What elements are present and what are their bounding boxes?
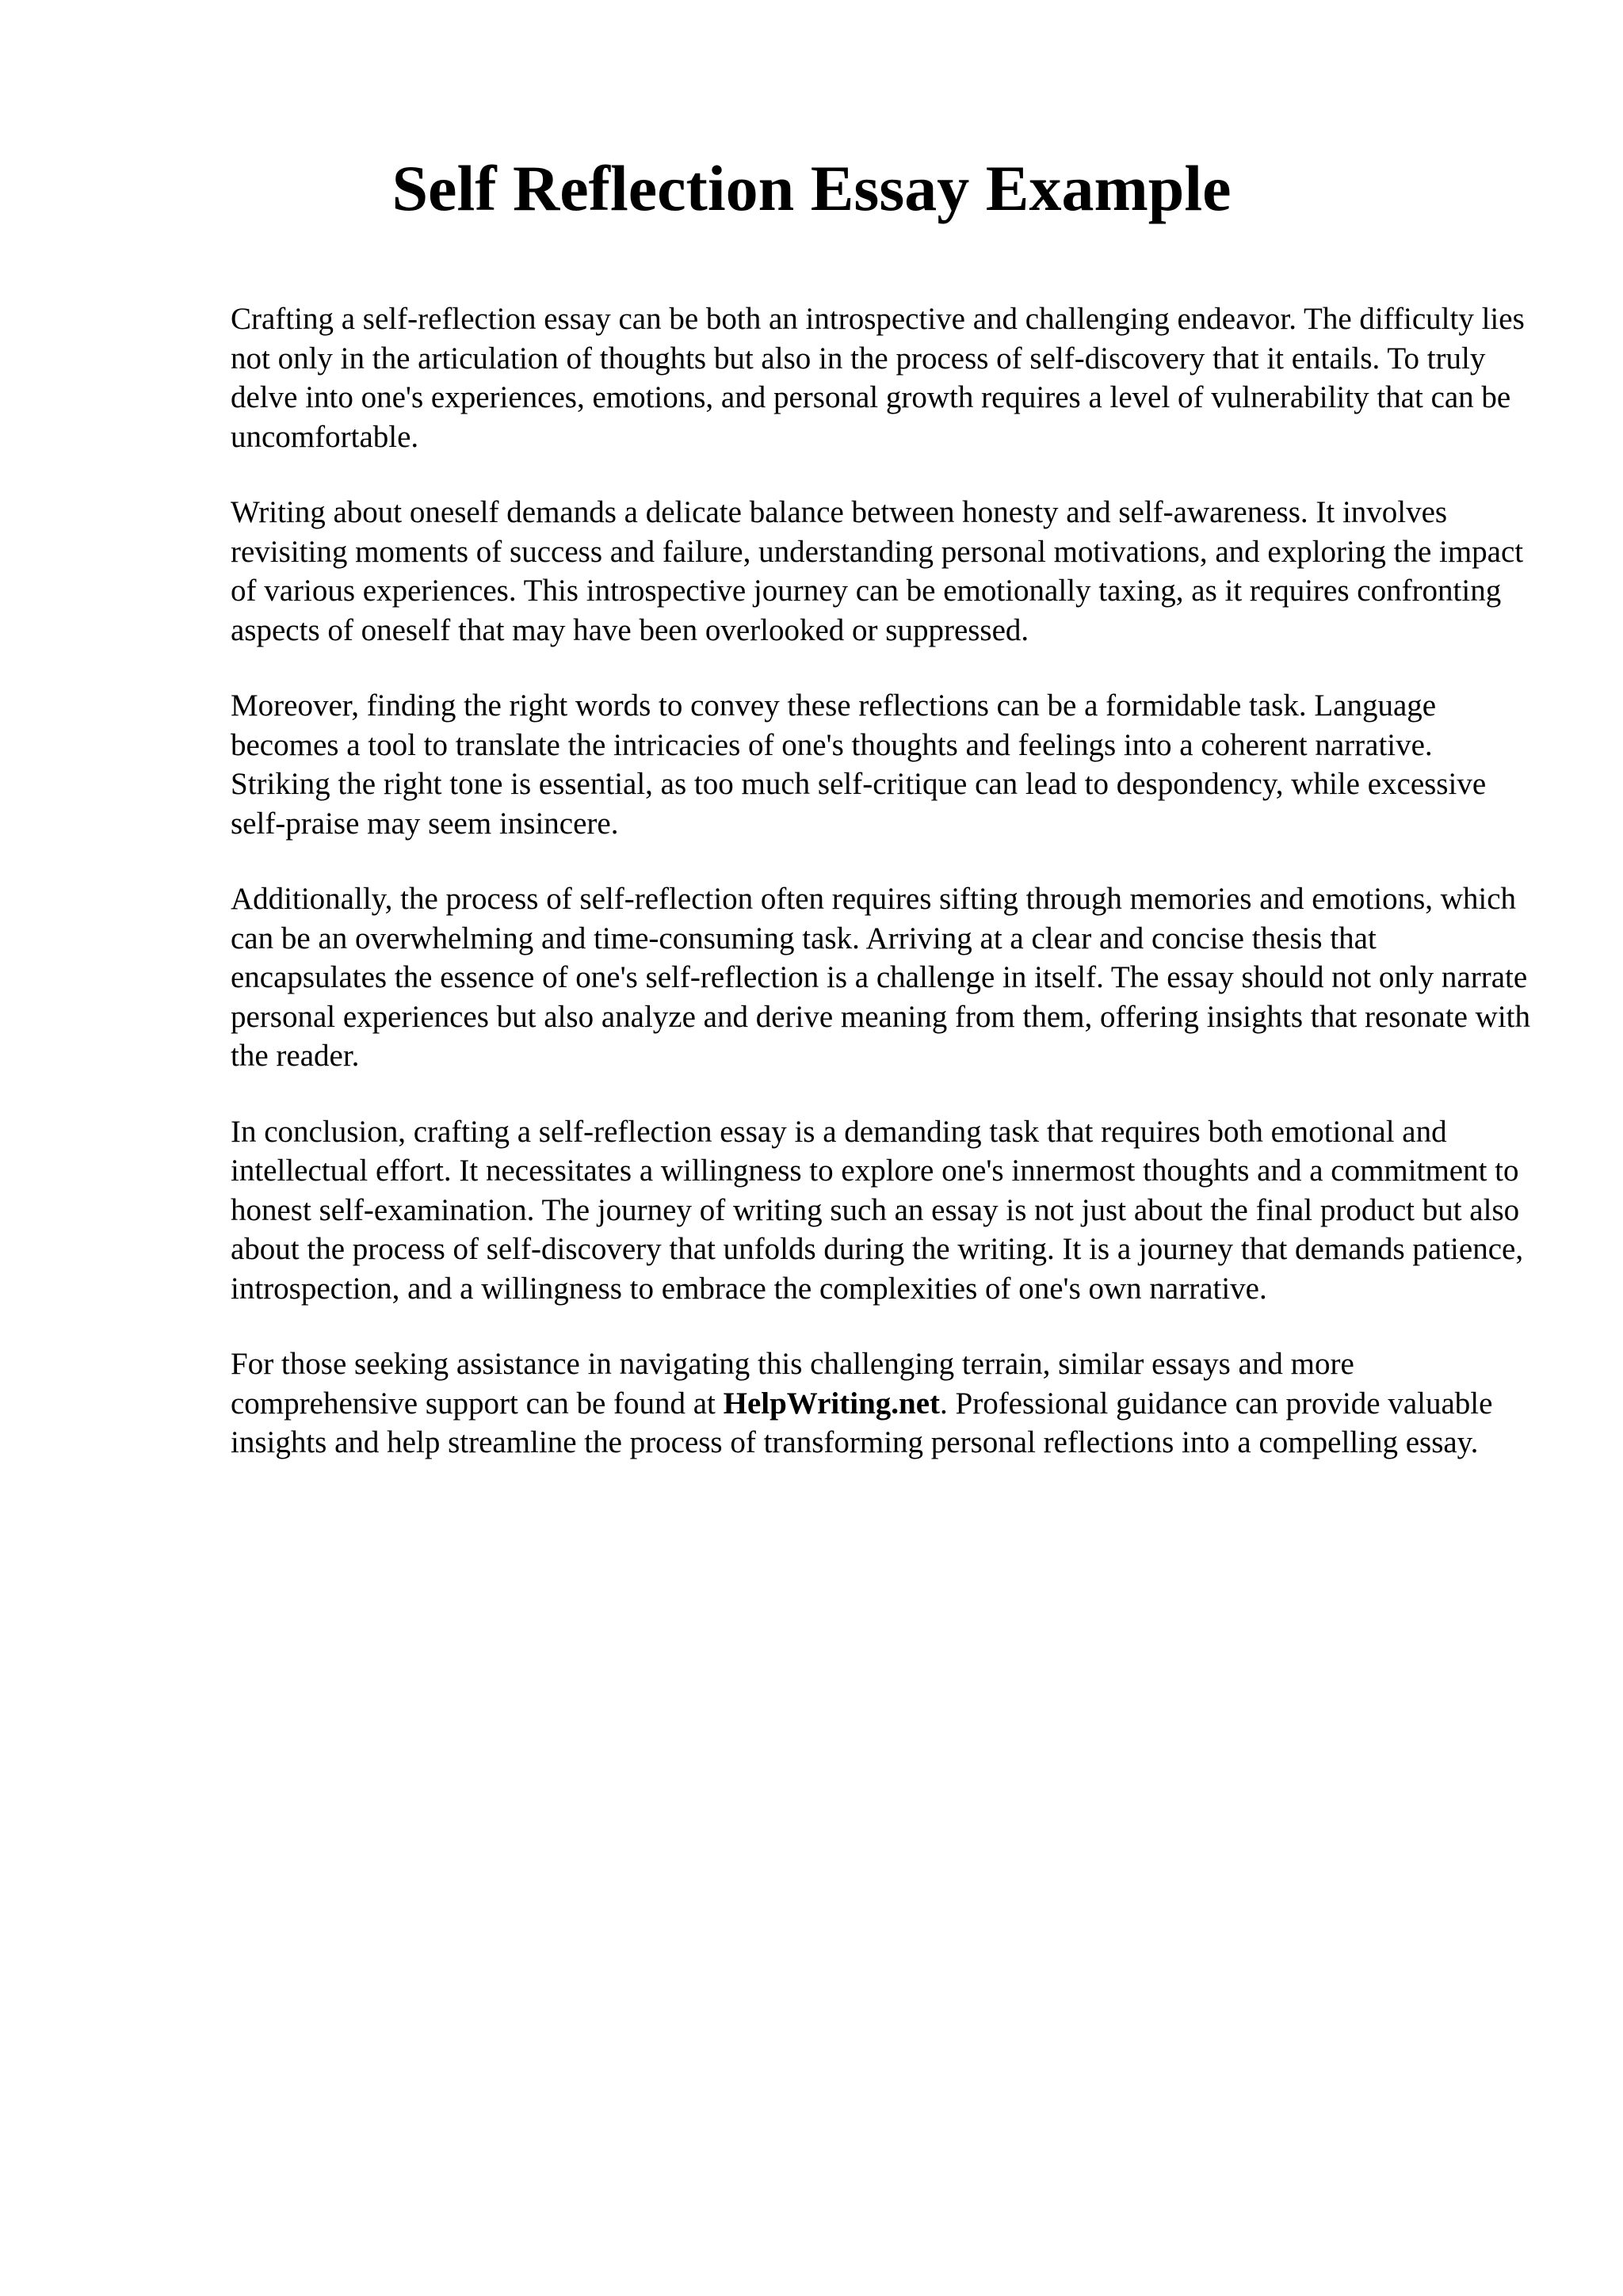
paragraph-6-text-after: . Professional guidance can provide valuable insights and help streamline the process of transforming personal reflections into a compelling essay. xyxy=(231,1386,1493,1459)
paragraph-3: Moreover, finding the right words to convey these reflections can be a formidable task. Language becomes a tool to translate the intricacies of one's thoughts and feelings into a coherent narrative. Striking the right tone is essential, as too much self-critique can lead to despondency, while excessive self-praise may seem insincere. xyxy=(231,688,1487,841)
paragraph-6-text-before: For those seeking assistance in navigating this challenging terrain, similar essays and more comprehensive support can be found at xyxy=(231,1347,1354,1421)
paragraph-2: Writing about oneself demands a delicate balance between honesty and self-awareness. It involves revisiting moments of success and failure, understanding personal motivations, and exploring the impact of various experiences. This introspective journey can be emotionally taxing, as it requires confronting aspects of oneself that may have been overlooked or suppressed. xyxy=(231,495,1524,647)
document-title: Self Reflection Essay Example xyxy=(391,152,1232,224)
paragraph-1: Crafting a self-reflection essay can be both an introspective and challenging endeavor. The difficulty lies not only in the articulation of thoughts but also in the process of self-discovery that it entails. To truly delve into one's experiences, emotions, and personal growth requires a level of vulnerability that can be uncomfortable. xyxy=(231,302,1525,454)
paragraph-4: Additionally, the process of self-reflection often requires sifting through memories and emotions, which can be an overwhelming and time-consuming task. Arriving at a clear and concise thesis that encapsulates the essence of one's self-reflection is a challenge in itself. The essay should not only narrate personal experiences but also analyze and derive meaning from them, offering insights that resonate with the reader. xyxy=(231,882,1530,1073)
document-body xyxy=(231,299,1530,1499)
paragraph-5: In conclusion, crafting a self-reflection essay is a demanding task that requires both emotional and intellectual effort. It necessitates a willingness to explore one's innermost thoughts and a commitment to honest self-examination. The journey of writing such an essay is not just about the final product but also about the process of self-discovery that unfolds during the writing. It is a journey that demands patience, introspection, and a willingness to embrace the complexities of one's own narrative. xyxy=(231,1114,1524,1306)
helpwriting-link[interactable]: HelpWriting.net xyxy=(723,1386,941,1421)
paragraph-6 xyxy=(231,1344,1530,1463)
